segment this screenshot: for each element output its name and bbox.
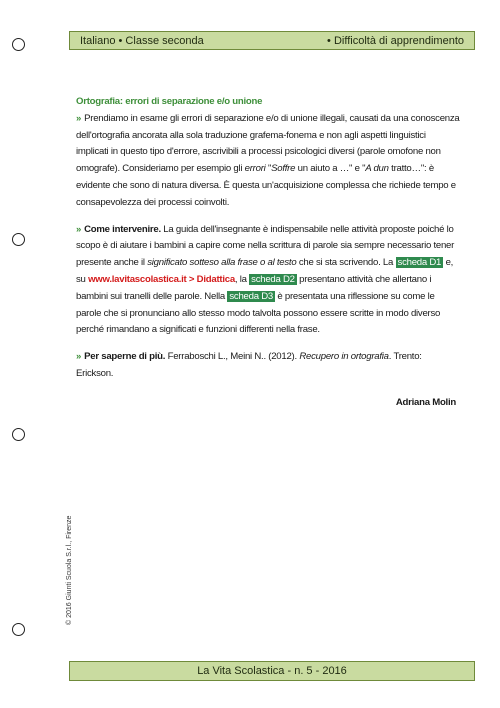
reference-title: Recupero in ortografia	[299, 351, 389, 363]
intervenire-text-e: , la	[234, 273, 250, 285]
intro-text-c: "	[265, 163, 272, 175]
section-title: Ortografia: errori di separazione e/o unione	[76, 96, 263, 107]
intervenire-text-g: è presentata una riflessione su come le parole che si pronunciano allo stesso modo talvolta possono essere scritte in modo diverso perché rimandano a significati e funzioni differenti nella frase.	[76, 290, 441, 336]
intro-text-g: tratto…": è evidente che sono di natura diversa. È questa un'acquisizione complessa che richiede tempo e consapevolezza dei processi coinvolti.	[76, 163, 456, 208]
binder-hole-4	[12, 623, 25, 636]
scheda-d1-tag: scheda D1	[397, 257, 442, 269]
intervenire-text-a: La guida dell'insegnante è indispensabile nelle attività proposte poiché lo scopo è di aiutare i bambini a capire come nella scrittura di parole sia sempre necessario tener presente anche il	[76, 223, 455, 269]
reference-publisher: . Trento: Erickson.	[76, 351, 422, 379]
copyright-text: © 2016 Giunti Scuola S.r.l., Firenze	[66, 515, 73, 625]
bullet-arrow-icon: »	[76, 112, 82, 124]
intro-text-b: errori	[244, 163, 266, 175]
header-topic: • Difficoltà di apprendimento	[327, 34, 464, 47]
intervenire-text-c: che si sta scrivendo. La	[296, 257, 396, 269]
author-signature: Adriana Molin	[395, 396, 456, 408]
binder-hole-2	[12, 233, 25, 246]
header-subject: Italiano • Classe seconda	[80, 34, 204, 47]
paragraph-come-intervenire	[76, 222, 460, 340]
intervenire-text-b: significato sotteso alla frase o al testo	[147, 257, 297, 269]
intro-example-2: A dun	[365, 163, 389, 175]
footer-text: La Vita Scolastica - n. 5 - 2016	[197, 665, 347, 677]
per-saperne-heading: Per saperne di più.	[84, 351, 166, 363]
come-intervenire-heading: Come intervenire.	[84, 223, 161, 235]
reference-authors: Ferraboschi L., Meini N.. (2012).	[165, 351, 300, 363]
website-link[interactable]: www.lavitascolastica.it > Didattica	[88, 273, 235, 285]
page-footer	[69, 661, 475, 681]
binder-hole-3	[12, 428, 25, 441]
binder-hole-1	[12, 38, 25, 51]
bullet-arrow-icon: »	[76, 223, 82, 235]
paragraph-per-saperne	[76, 349, 460, 383]
scheda-d3-tag: scheda D3	[229, 290, 273, 302]
bullet-arrow-icon: »	[76, 351, 82, 363]
intro-example-1: Soffre	[271, 163, 296, 175]
intervenire-text-f: presentano attività che allertano i bambini sui tranelli delle parole. Nella	[76, 273, 432, 302]
intro-text-a: Prendiamo in esame gli errori di separazione e/o di unione illegali, causati da una conoscenza dell'ortografia ancorata alla sola traduzione grafema-fonema e non agli aspetti linguistici implicati in questo tipo d'errore, ascrivibili a processi psicologici diversi (parole omofone non omografe). Consideriamo per esempio gli	[76, 112, 460, 175]
paragraph-intro	[76, 111, 460, 212]
intro-text-e: un aiuto a …" e "	[295, 163, 366, 175]
intervenire-text-d: e, su	[76, 257, 454, 285]
article	[76, 94, 460, 421]
scheda-d2-tag: scheda D2	[251, 273, 295, 285]
page-header	[69, 31, 475, 50]
